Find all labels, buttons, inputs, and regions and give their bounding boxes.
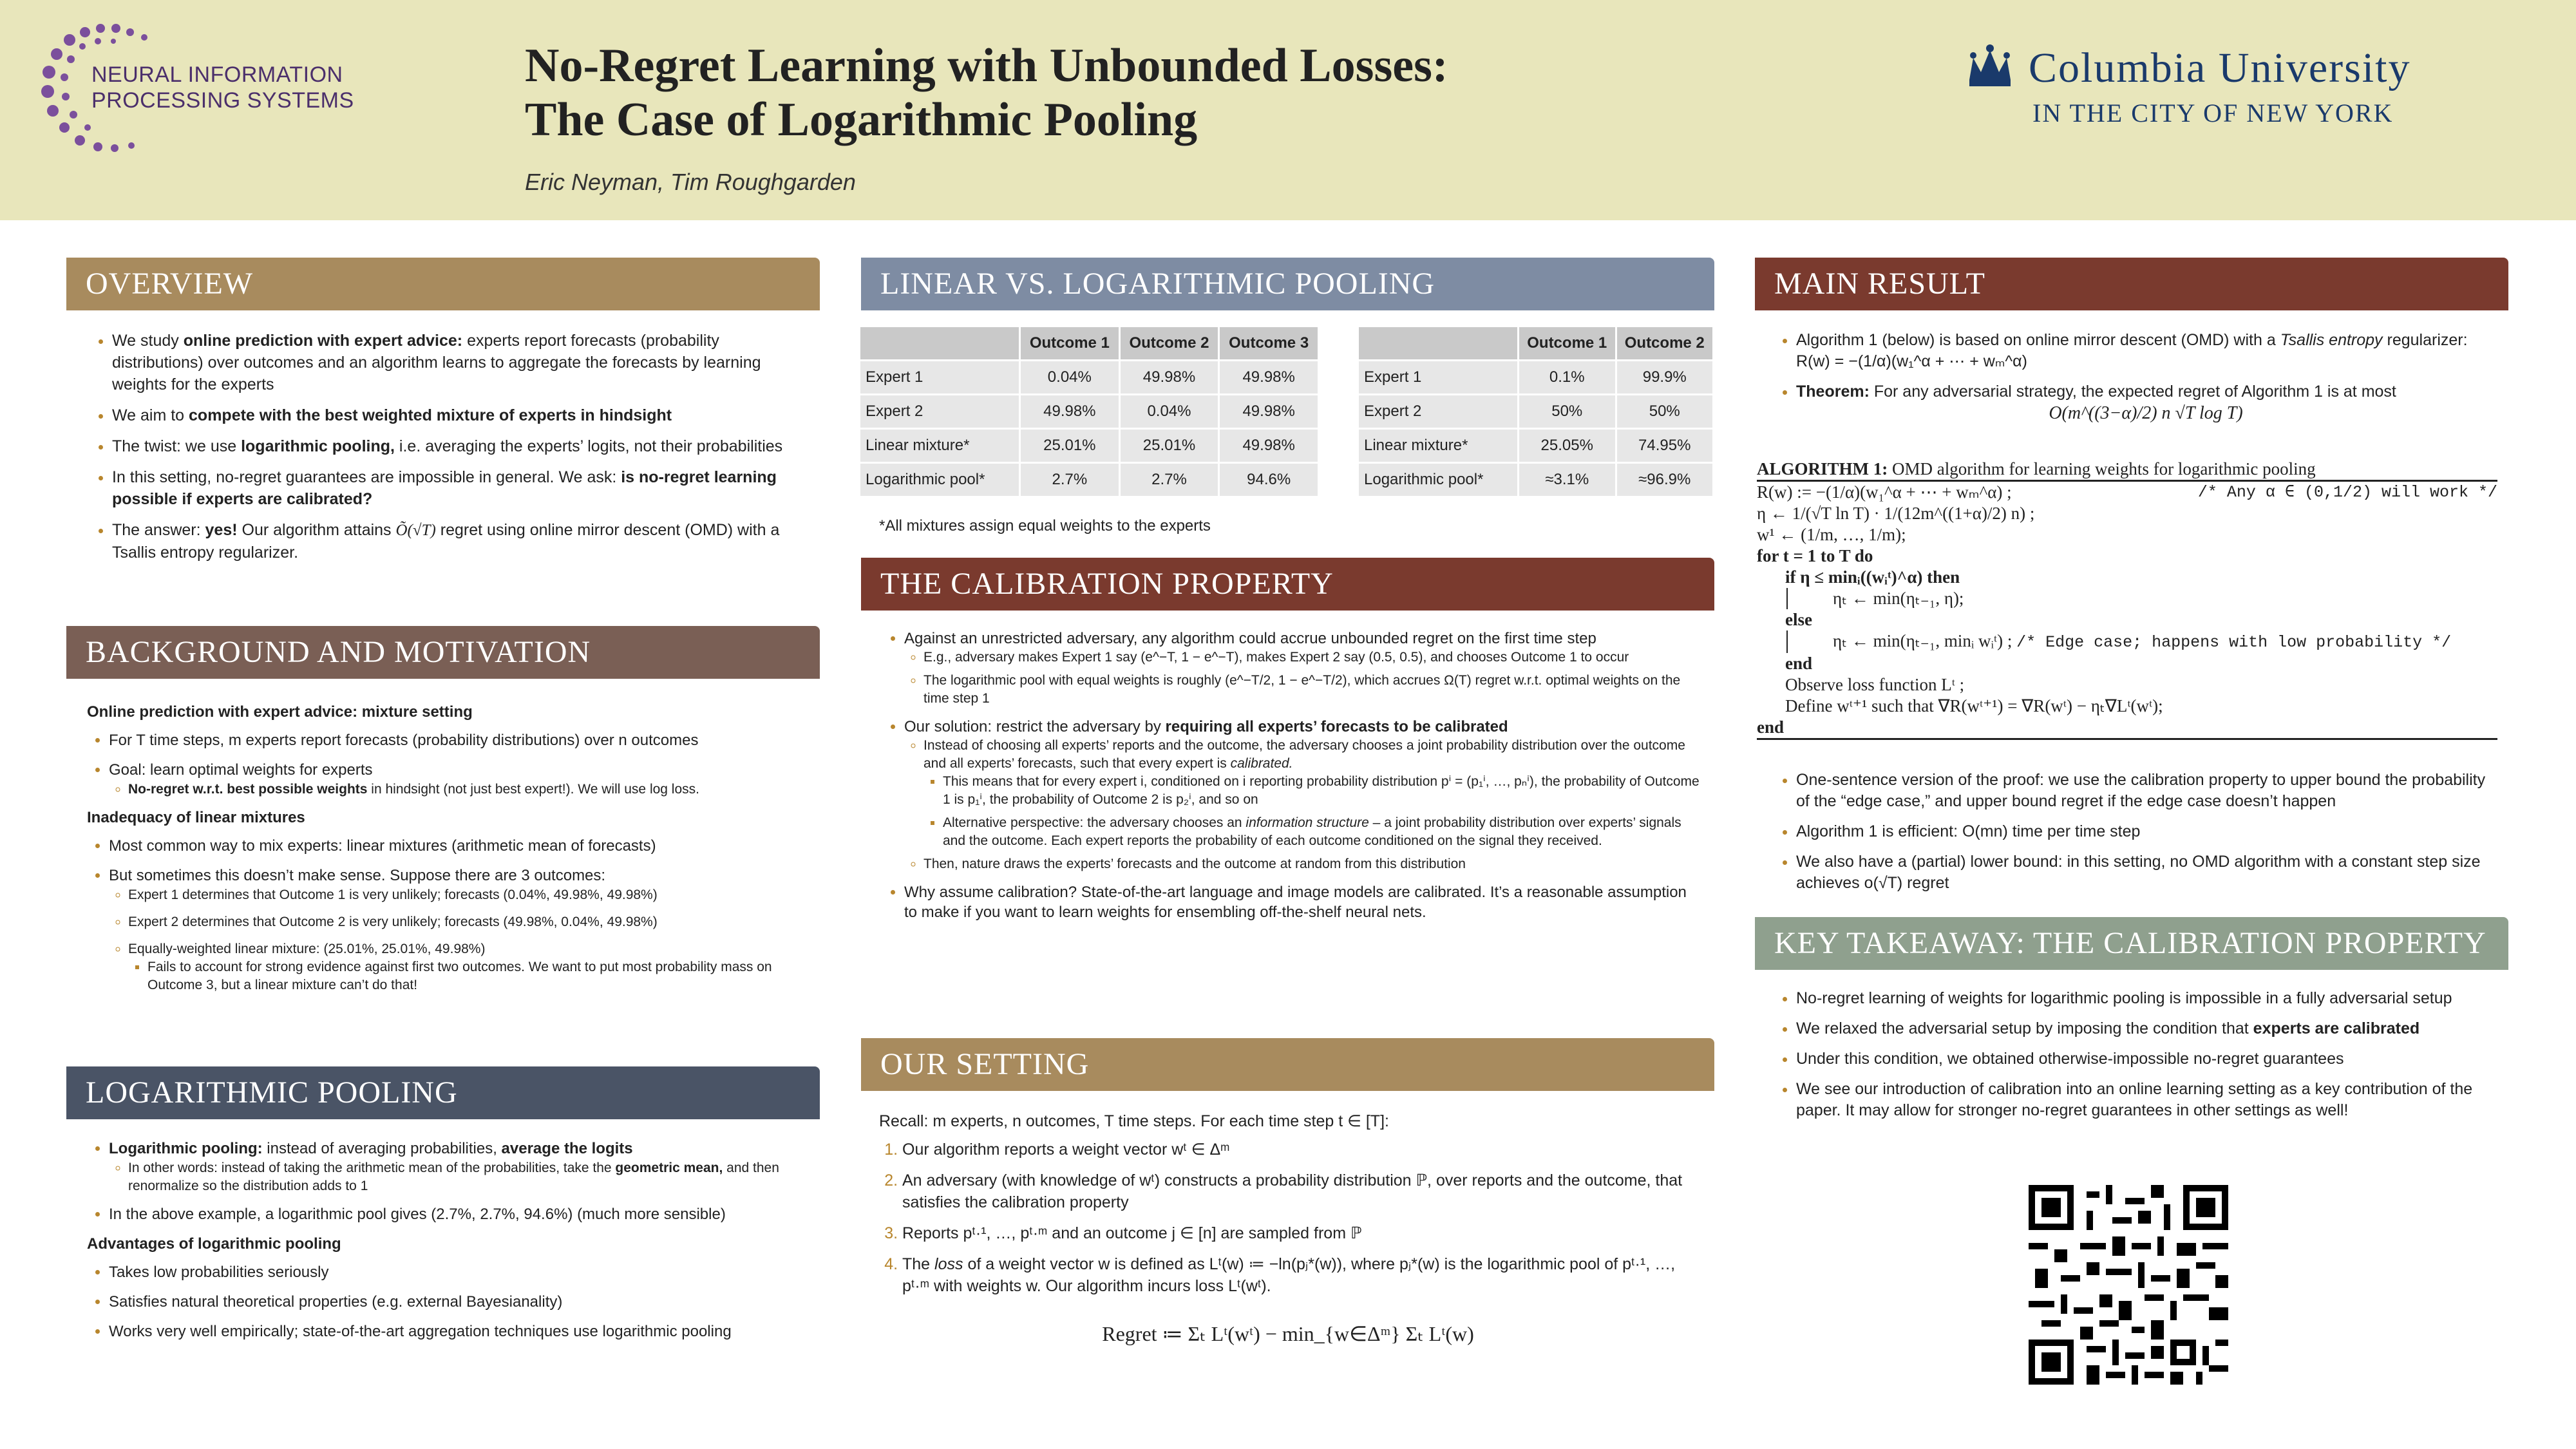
table-header-cell: Outcome 1	[1020, 327, 1120, 361]
table-two-outcomes	[1357, 325, 1714, 498]
table-row: Linear mixture* 25.01% 25.01% 49.98%	[860, 429, 1319, 463]
algo-line: ηₜ ← min(ηₜ₋₁, η);	[1786, 588, 2497, 609]
overview-bullet: • The twist: we use logarithmic pooling, i.e. averaging the experts’ logits, not their probabilities	[112, 435, 811, 457]
logpool-subhead: Advantages of logarithmic pooling	[87, 1235, 341, 1253]
algo-line: end	[1785, 654, 1813, 673]
overview-bullet: • In this setting, no-regret guarantees are impossible in general. We ask: is no-regret learning possible if experts are calibrated?	[112, 466, 811, 510]
table-header-cell	[860, 327, 1020, 361]
main-result-bullet: • Algorithm 1 is efficient: O(mn) time per time step	[1796, 821, 2496, 842]
table-header-cell: Outcome 3	[1219, 327, 1319, 361]
setting-step: 1. Our algorithm reports a weight vector wᵗ ∈ Δᵐ	[902, 1139, 1697, 1160]
table-row: Logarithmic pool* 2.7% 2.7% 94.6%	[860, 463, 1319, 497]
logpool-heading: LOGARITHMIC POOLING	[66, 1066, 820, 1119]
overview-bullet: • We study online prediction with expert advice: experts report forecasts (probability distributions) over outcomes and an algorithm learns to aggregate the forecasts by learning weights for the experts	[112, 330, 811, 395]
background-subhead: Online prediction with expert advice: mixture setting	[87, 703, 473, 721]
takeaway-bullet: • We relaxed the adversarial setup by imposing the condition that experts are calibrated	[1796, 1018, 2496, 1039]
neurips-line2: PROCESSING SYSTEMS	[91, 88, 354, 113]
background-subsubbullet: ▪ Fails to account for strong evidence against first two outcomes. We want to put most probability mass on Outcome 3, but a linear mixture can’t do that!	[147, 958, 815, 994]
table-row: Logarithmic pool* ≈3.1% ≈96.9%	[1358, 463, 1714, 497]
calibration-subbullet: ◦ E.g., adversary makes Expert 1 say (e^−T, 1 − e^−T), makes Expert 2 say (0.5, 0.5), and chooses Outcome 1 to occur	[923, 649, 1703, 667]
algorithm-box	[1757, 459, 2497, 740]
main-result-heading: MAIN RESULT	[1755, 258, 2508, 310]
setting-step: 3. Reports pᵗ·¹, …, pᵗ·ᵐ and an outcome j ∈ [n] are sampled from ℙ	[902, 1222, 1697, 1244]
algo-line: else	[1785, 610, 1812, 629]
background-subbullet: ◦ No-regret w.r.t. best possible weights in hindsight (not just best expert!). We will use log loss.	[128, 781, 815, 799]
algo-line: w¹ ← (1/m, …, 1/m);	[1757, 525, 1906, 544]
logpool-bullet: • Satisfies natural theoretical properties (e.g. external Bayesianality)	[109, 1292, 815, 1312]
table-header-cell: Outcome 1	[1519, 327, 1616, 361]
calibration-body	[882, 629, 1703, 931]
columbia-logo	[1958, 39, 2550, 135]
table-three-outcomes	[858, 325, 1320, 498]
background-subbullet: ◦ Expert 1 determines that Outcome 1 is very unlikely; forecasts (0.04%, 49.98%, 49.98%)	[128, 886, 815, 904]
background-subbullet: ◦ Expert 2 determines that Outcome 2 is very unlikely; forecasts (49.98%, 0.04%, 49.98%)	[128, 913, 815, 931]
title-line2: The Case of Logarithmic Pooling	[525, 93, 1198, 146]
table-footnote: *All mixtures assign equal weights to the experts	[879, 517, 1211, 535]
takeaway-body	[1774, 988, 2496, 1130]
logpool-bullet: • Takes low probabilities seriously	[109, 1262, 815, 1283]
columbia-name: Columbia University	[2029, 44, 2411, 91]
algo-line: Observe loss function Lᵗ ;	[1785, 675, 1965, 694]
logpool-subbullet: ◦ In other words: instead of taking the arithmetic mean of the probabilities, take the geometric mean, and then renormalize so the distribution adds to 1	[128, 1159, 815, 1195]
calibration-bullet: • Against an unrestricted adversary, any algorithm could accrue unbounded regret on the first time step ◦ E.g., adversary makes Expert 1 say (e^−T, 1 − e^−T), makes Expert 2 say (0.5, 0.5), and chooses Outcome 1 to occur ◦ The logarithmic pool with equal weights is roughly (e^−T/2, 1 − e^−T/2), which accrues Ω(T) regret w.r.t. optimal weights on the time step 1	[904, 629, 1703, 708]
logpool-bullet: • In the above example, a logarithmic pool gives (2.7%, 2.7%, 94.6%) (much more sensible)	[109, 1204, 815, 1225]
table-row: Expert 1 0.1% 99.9%	[1358, 361, 1714, 395]
logpool-bullet: • Works very well empirically; state-of-the-art aggregation techniques use logarithmic pooling	[109, 1321, 815, 1342]
poster-title	[525, 39, 1448, 147]
table-row: Expert 2 49.98% 0.04% 49.98%	[860, 395, 1319, 429]
background-subbullet: ◦ Equally-weighted linear mixture: (25.01%, 25.01%, 49.98%) ▪ Fails to account for strong evidence against first two outcomes. We want to put most probability mass on Outcome 3, but a linear mixture can’t do that!	[128, 940, 815, 994]
algo-line: Define wᵗ⁺¹ such that ∇R(wᵗ⁺¹) = ∇R(wᵗ) − ηₜ∇Lᵗ(wᵗ);	[1785, 696, 2163, 715]
authors: Eric Neyman, Tim Roughgarden	[525, 169, 856, 195]
table-row: Expert 1 0.04% 49.98% 49.98%	[860, 361, 1319, 395]
logpool-bullet: • Logarithmic pooling: instead of averaging probabilities, average the logits ◦ In other words: instead of taking the arithmetic mean of the probabilities, take the geometric mean, and then renormalize so the distribution adds to 1	[109, 1139, 815, 1195]
overview-bullet: • We aim to compete with the best weighted mixture of experts in hindsight	[112, 404, 811, 426]
title-line1: No-Regret Learning with Unbounded Losses:	[525, 39, 1448, 92]
main-result-bullet: • One-sentence version of the proof: we use the calibration property to upper bound the probability of the “edge case,” and upper bound regret if the edge case doesn’t happen	[1796, 770, 2496, 812]
calibration-bullet: • Why assume calibration? State-of-the-art language and image models are calibrated. It’s a reasonable assumption to make if you want to learn weights for ensembling off-the-shelf neural nets.	[904, 882, 1703, 922]
calibration-subbullet: ◦ Then, nature draws the experts’ forecasts and the outcome at random from this distribution	[923, 855, 1703, 873]
algorithm-title: ALGORITHM 1: OMD algorithm for learning weights for logarithmic pooling	[1757, 459, 2316, 478]
setting-step: 4. The loss of a weight vector w is defined as Lᵗ(w) ≔ −ln(pⱼ*(w)), where pⱼ*(w) is the logarithmic pool of pᵗ·¹, …, pᵗ·ᵐ with weights w. Our algorithm incurs loss Lᵗ(wᵗ).	[902, 1253, 1697, 1297]
background-heading: BACKGROUND AND MOTIVATION	[66, 626, 820, 679]
table-row: Expert 2 50% 50%	[1358, 395, 1714, 429]
algo-line: R(w) := −(1/α)(w₁^α + ⋯ + wₘ^α) ;	[1757, 482, 2012, 502]
table-header-cell: Outcome 2	[1616, 327, 1714, 361]
main-result-bullet: • Theorem: For any adversarial strategy, the expected regret of Algorithm 1 is at most O(m^((3−α)/2) n √T log T)	[1796, 381, 2496, 424]
calibration-subsubbullet: ▪ This means that for every expert i, conditioned on i reporting probability distribution pⁱ = (p₁ⁱ, …, pₙⁱ), the probability of Outcome 1 is p₁ⁱ, the probability of Outcome 2 is p₂ⁱ, and so on	[943, 773, 1703, 809]
theorem-bound: O(m^((3−α)/2) n √T log T)	[2049, 403, 2243, 423]
calibration-subbullet: ◦ The logarithmic pool with equal weights is roughly (e^−T/2, 1 − e^−T/2), which accrues Ω(T) regret w.r.t. optimal weights on the time step 1	[923, 672, 1703, 708]
neurips-line1: NEURAL INFORMATION	[91, 62, 343, 87]
algo-line: end	[1757, 717, 1785, 737]
overview-body	[90, 330, 811, 573]
algo-line: for t = 1 to T do	[1757, 546, 1873, 565]
calibration-heading: THE CALIBRATION PROPERTY	[861, 558, 1714, 611]
calibration-bullet: • Our solution: restrict the adversary by requiring all experts’ forecasts to be calibrated ◦ Instead of choosing all experts’ reports and the outcome, the adversary chooses a joint probability distribution over the outcome and all experts’ forecasts, such that every expert is calibrated. ▪ This means that for every expert i, conditioned on i reporting probability distribution pⁱ = (p₁ⁱ, …, pₙⁱ), the probability of Outcome 1 is p₁ⁱ, the probability of Outcome 2 is p₂ⁱ, and so on ▪ Alternative perspective: the adversary chooses an information structure – a joint probability distribution over experts’ signals and the outcome. Each expert reports the probability of each outcome conditioned on the signal they received. ◦ Then, nature draws the experts’ forecasts and the outcome at random from this distribution	[904, 717, 1703, 873]
setting-step: 2. An adversary (with knowledge of wᵗ) constructs a probability distribution ℙ, over reports and the outcome, that satisfies the calibration property	[902, 1170, 1697, 1213]
algo-line: if η ≤ minᵢ((wᵢᵗ)^α) then	[1785, 567, 1960, 587]
background-body	[87, 697, 815, 1003]
setting-body	[879, 1110, 1697, 1345]
crown-icon	[1964, 44, 2016, 95]
background-bullet: • Most common way to mix experts: linear mixtures (arithmetic mean of forecasts)	[109, 836, 815, 857]
setting-heading: OUR SETTING	[861, 1038, 1714, 1091]
overview-bullet: • The answer: yes! Our algorithm attains Õ(√T) regret using online mirror descent (OMD) with a Tsallis entropy regularizer.	[112, 519, 811, 564]
takeaway-bullet: • Under this condition, we obtained otherwise-impossible no-regret guarantees	[1796, 1048, 2496, 1070]
qr-code-icon	[2029, 1185, 2228, 1385]
background-bullet: • For T time steps, m experts report forecasts (probability distributions) over n outcomes	[109, 730, 815, 751]
algo-comment: /* Edge case; happens with low probability */	[2016, 633, 2452, 652]
takeaway-heading: KEY TAKEAWAY: THE CALIBRATION PROPERTY	[1755, 917, 2508, 970]
algo-line: ηₜ ← min(ηₜ₋₁, minᵢ wᵢᵗ) ; /* Edge case; happens with low probability */	[1786, 630, 2497, 653]
table-row: Linear mixture* 25.05% 74.95%	[1358, 429, 1714, 463]
table-header-cell: Outcome 2	[1119, 327, 1219, 361]
main-result-bullet: • We also have a (partial) lower bound: in this setting, no OMD algorithm with a constant step size achieves o(√T) regret	[1796, 851, 2496, 894]
main-result-top	[1774, 330, 2496, 433]
background-subhead: Inadequacy of linear mixtures	[87, 809, 305, 826]
poster-header	[0, 0, 2576, 220]
calibration-subsubbullet: ▪ Alternative perspective: the adversary chooses an information structure – a joint probability distribution over experts’ signals and the outcome. Each expert reports the probability of each outcome conditioned on the signal they received.	[943, 814, 1703, 850]
neurips-wordmark	[91, 62, 354, 113]
calibration-subbullet: ◦ Instead of choosing all experts’ reports and the outcome, the adversary chooses a joint probability distribution over the outcome and all experts’ forecasts, such that every expert is calibrated. ▪ This means that for every expert i, conditioned on i reporting probability distribution pⁱ = (p₁ⁱ, …, pₙⁱ), the probability of Outcome 1 is p₁ⁱ, the probability of Outcome 2 is p₂ⁱ, and so on ▪ Alternative perspective: the adversary chooses an information structure – a joint probability distribution over experts’ signals and the outcome. Each expert reports the probability of each outcome conditioned on the signal they received.	[923, 737, 1703, 850]
linear-vs-log-heading: LINEAR VS. LOGARITHMIC POOLING	[861, 258, 1714, 310]
main-result-bottom	[1774, 770, 2496, 903]
overview-heading: OVERVIEW	[66, 258, 820, 310]
main-result-bullet: • Algorithm 1 (below) is based on online mirror descent (OMD) with a Tsallis entropy regularizer: R(w) = −(1/α)(w₁^α + ⋯ + wₘ^α)	[1796, 330, 2496, 372]
algo-line: η ← 1/(√T ln T) · 1/(12m^((1+α)/2) n) ;	[1757, 504, 2035, 523]
columbia-city: IN THE CITY OF NEW YORK	[2032, 99, 2394, 128]
background-bullet: • But sometimes this doesn’t make sense. Suppose there are 3 outcomes: ◦ Expert 1 determines that Outcome 1 is very unlikely; forecasts (0.04%, 49.98%, 49.98%) ◦ Expert 2 determines that Outcome 2 is very unlikely; forecasts (49.98%, 0.04%, 49.98%) ◦ Equally-weighted linear mixture: (25.01%, 25.01%, 49.98%) ▪ Fails to account for strong evidence against first two outcomes. We want to put most probability mass on Outcome 3, but a linear mixture can’t do that!	[109, 866, 815, 994]
takeaway-bullet: • We see our introduction of calibration into an online learning setting as a key contribution of the paper. It may allow for stronger no-regret guarantees in other settings as well!	[1796, 1079, 2496, 1121]
algo-comment: /* Any α ∈ (0,1/2) will work */	[2197, 483, 2497, 502]
table-header-cell	[1358, 327, 1519, 361]
logpool-body	[87, 1139, 815, 1351]
setting-intro: Recall: m experts, n outcomes, T time steps. For each time step t ∈ [T]:	[879, 1112, 1389, 1130]
takeaway-bullet: • No-regret learning of weights for logarithmic pooling is impossible in a fully adversarial setup	[1796, 988, 2496, 1009]
background-bullet: • Goal: learn optimal weights for experts ◦ No-regret w.r.t. best possible weights in hindsight (not just best expert!). We will use log loss.	[109, 760, 815, 799]
regret-formula: Regret ≔ Σₜ Lᵗ(wᵗ) − min_{w∈Δᵐ} Σₜ Lᵗ(w)	[1102, 1322, 1474, 1345]
